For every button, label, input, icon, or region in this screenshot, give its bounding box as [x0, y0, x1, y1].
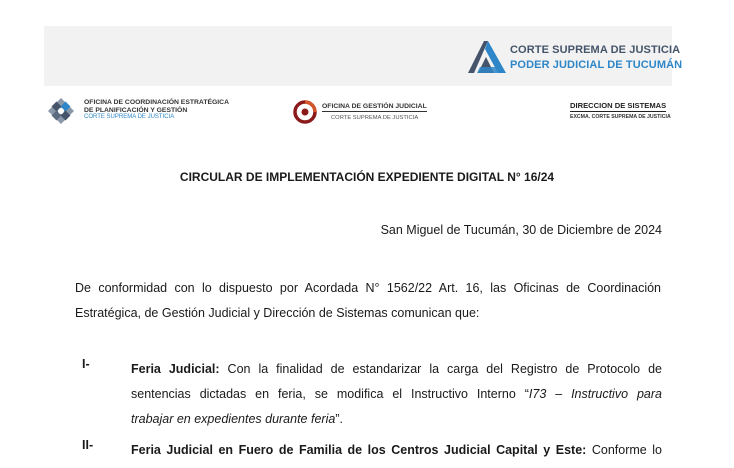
- header-band: [44, 26, 672, 86]
- item-paragraph: [131, 357, 662, 432]
- court-name: CORTE SUPREMA DE JUSTICIA: [510, 44, 681, 56]
- item-line: [131, 382, 662, 407]
- item-label: Feria Judicial en Fuero de Familia de los Centros Judicial Capital y Este:: [131, 443, 587, 457]
- item-paragraph: [131, 438, 662, 463]
- judicial-management-logo-icon: [293, 100, 317, 124]
- coordination-office-name: [84, 99, 229, 122]
- systems-direction-name: DIRECCION DE SISTEMAS: [570, 101, 667, 110]
- coordination-office-line3: CORTE SUPREMA DE JUSTICIA: [84, 114, 175, 121]
- intro-paragraph: [75, 276, 661, 326]
- systems-direction-sub: EXCMA. CORTE SUPREMA DE JUSTICIA: [570, 114, 671, 120]
- corte-suprema-logo-icon: [466, 37, 508, 75]
- judicial-management-office-sub: CORTE SUPREMA DE JUSTICIA: [331, 115, 419, 121]
- item-text-segment: sentencias dictadas en feria, se modifica el Instructivo Interno “: [131, 387, 529, 401]
- coordination-office-line2: DE PLANIFICACIÓN Y GESTIÓN: [84, 106, 188, 114]
- item-text-segment: Conforme lo: [586, 443, 662, 457]
- item-line: [131, 438, 662, 463]
- item-line: [131, 357, 662, 382]
- intro-line-2: Estratégica, de Gestión Judicial y Dirección de Sistemas comunican que:: [75, 306, 480, 320]
- item-italic-segment: I73 – Instructivo para: [528, 387, 662, 401]
- document-title: CIRCULAR DE IMPLEMENTACIÓN EXPEDIENTE DIGITAL N° 16/24: [179, 170, 555, 184]
- document-date: San Miguel de Tucumán, 30 de Diciembre de 2024: [380, 223, 662, 237]
- item-number: I-: [82, 357, 90, 371]
- judicial-management-office-name: OFICINA DE GESTIÓN JUDICIAL: [322, 103, 427, 110]
- item-text-segment: Con la finalidad de estandarizar la carga del Registro de Protocolo de: [219, 362, 662, 376]
- coordination-office-logo-icon: [47, 97, 75, 125]
- item-number: II-: [82, 438, 94, 452]
- intro-line-1: De conformidad con lo dispuesto por Acordada N° 1562/22 Art. 16, las Oficinas de Coordinación: [75, 281, 661, 295]
- judicial-power-name: PODER JUDICIAL DE TUCUMÁN: [510, 59, 683, 71]
- item-label: Feria Judicial:: [131, 362, 220, 376]
- coordination-office-line1: OFICINA DE COORDINACIÓN ESTRATÉGICA: [84, 99, 230, 106]
- item-text-segment: ”.: [335, 412, 343, 426]
- item-line: [131, 407, 662, 432]
- item-italic-segment: trabajar en expedientes durante feria: [131, 412, 336, 426]
